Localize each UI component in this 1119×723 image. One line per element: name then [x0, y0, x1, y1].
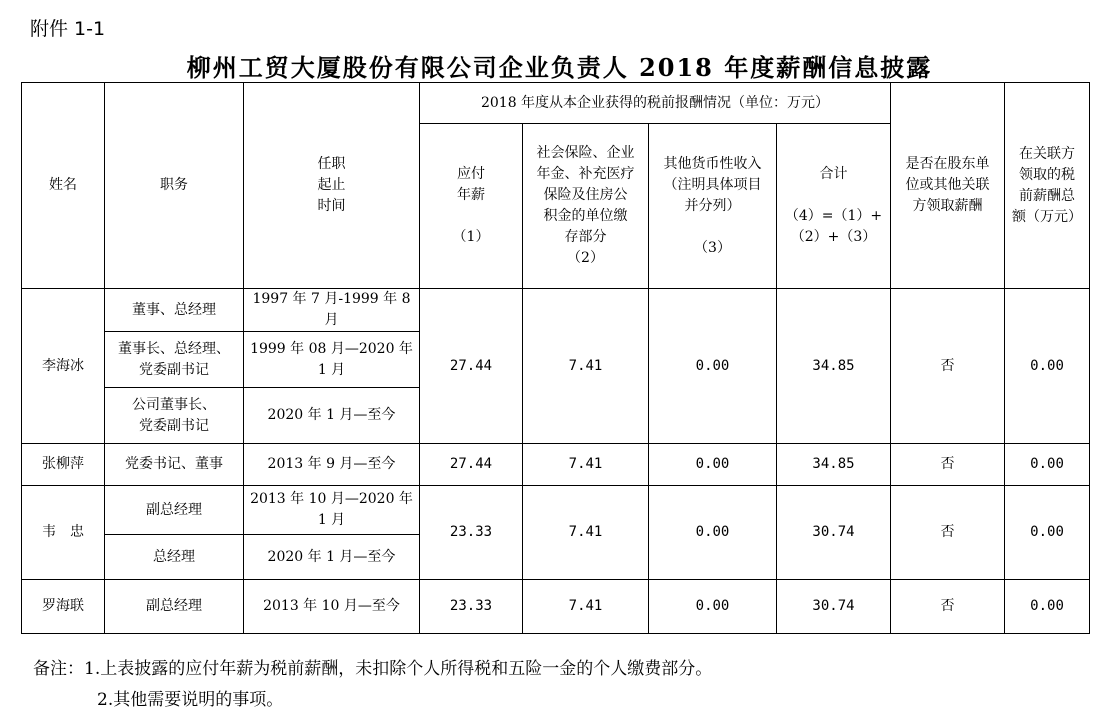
- header-social-insurance: 社会保险、企业 年金、补充医疗 保险及住房公 积金的单位缴 存部分 （2）: [523, 124, 649, 289]
- term-cell: 2013 年 10 月—2020 年 1 月: [244, 486, 420, 535]
- table-row: [22, 444, 1090, 486]
- term-cell: 2013 年 9 月—至今: [244, 444, 420, 486]
- position-cell: 董事长、总经理、 党委副书记: [105, 332, 244, 388]
- header-term: 任职 起止 时间: [244, 83, 420, 289]
- social-insurance-cell: 7.41: [523, 580, 649, 634]
- term-cell: 2020 年 1 月—至今: [244, 388, 420, 444]
- header-salary: 应付 年薪 （1）: [420, 124, 523, 289]
- header-name: 姓名: [22, 83, 105, 289]
- related-amount-cell: 0.00: [1005, 580, 1090, 634]
- other-income-cell: 0.00: [649, 580, 777, 634]
- related-party-cell: 否: [891, 289, 1005, 444]
- other-income-cell: 0.00: [649, 444, 777, 486]
- other-income-cell: 0.00: [649, 486, 777, 580]
- attachment-label: 附件 1-1: [30, 18, 106, 40]
- header-related-amount: 在关联方 领取的税 前薪酬总 额（万元）: [1005, 83, 1090, 289]
- related-party-cell: 否: [891, 580, 1005, 634]
- note-1: 备注：1.上表披露的应付年薪为税前薪酬，未扣除个人所得税和五险一金的个人缴费部分。: [33, 659, 713, 679]
- related-amount-cell: 0.00: [1005, 289, 1090, 444]
- related-amount-cell: 0.00: [1005, 486, 1090, 580]
- header-other-income: 其他货币性收入 （注明具体项目 并分列） （3）: [649, 124, 777, 289]
- related-amount-cell: 0.00: [1005, 444, 1090, 486]
- person-name: 张柳萍: [22, 444, 105, 486]
- related-party-cell: 否: [891, 444, 1005, 486]
- salary-cell: 27.44: [420, 289, 523, 444]
- total-cell: 34.85: [777, 444, 891, 486]
- header-total: 合计 （4）=（1）+ （2）+（3）: [777, 124, 891, 289]
- header-position: 职务: [105, 83, 244, 289]
- other-income-cell: 0.00: [649, 289, 777, 444]
- person-name: 韦 忠: [22, 486, 105, 580]
- term-cell: 1999 年 08 月—2020 年 1 月: [244, 332, 420, 388]
- social-insurance-cell: 7.41: [523, 486, 649, 580]
- page-title: 柳州工贸大厦股份有限公司企业负责人 2018 年度薪酬信息披露: [186, 53, 933, 82]
- total-cell: 30.74: [777, 580, 891, 634]
- social-insurance-cell: 7.41: [523, 444, 649, 486]
- header-related-party: 是否在股东单 位或其他关联 方领取薪酬: [891, 83, 1005, 289]
- person-name: 罗海联: [22, 580, 105, 634]
- total-cell: 30.74: [777, 486, 891, 580]
- total-cell: 34.85: [777, 289, 891, 444]
- term-cell: 1997 年 7 月-1999 年 8 月: [244, 289, 420, 332]
- table-row: [22, 486, 1090, 535]
- position-cell: 总经理: [105, 535, 244, 580]
- person-name: 李海冰: [22, 289, 105, 444]
- salary-cell: 27.44: [420, 444, 523, 486]
- header-pretax-group: 2018 年度从本企业获得的税前报酬情况（单位：万元）: [420, 83, 891, 124]
- position-cell: 副总经理: [105, 580, 244, 634]
- position-cell: 副总经理: [105, 486, 244, 535]
- position-cell: 党委书记、董事: [105, 444, 244, 486]
- position-cell: 公司董事长、 党委副书记: [105, 388, 244, 444]
- term-cell: 2020 年 1 月—至今: [244, 535, 420, 580]
- table-row: [22, 580, 1090, 634]
- note-2: 2.其他需要说明的事项。: [97, 690, 284, 710]
- salary-cell: 23.33: [420, 580, 523, 634]
- social-insurance-cell: 7.41: [523, 289, 649, 444]
- salary-cell: 23.33: [420, 486, 523, 580]
- position-cell: 董事、总经理: [105, 289, 244, 332]
- related-party-cell: 否: [891, 486, 1005, 580]
- table-row: [22, 289, 1090, 332]
- term-cell: 2013 年 10 月—至今: [244, 580, 420, 634]
- salary-table: [21, 82, 1090, 634]
